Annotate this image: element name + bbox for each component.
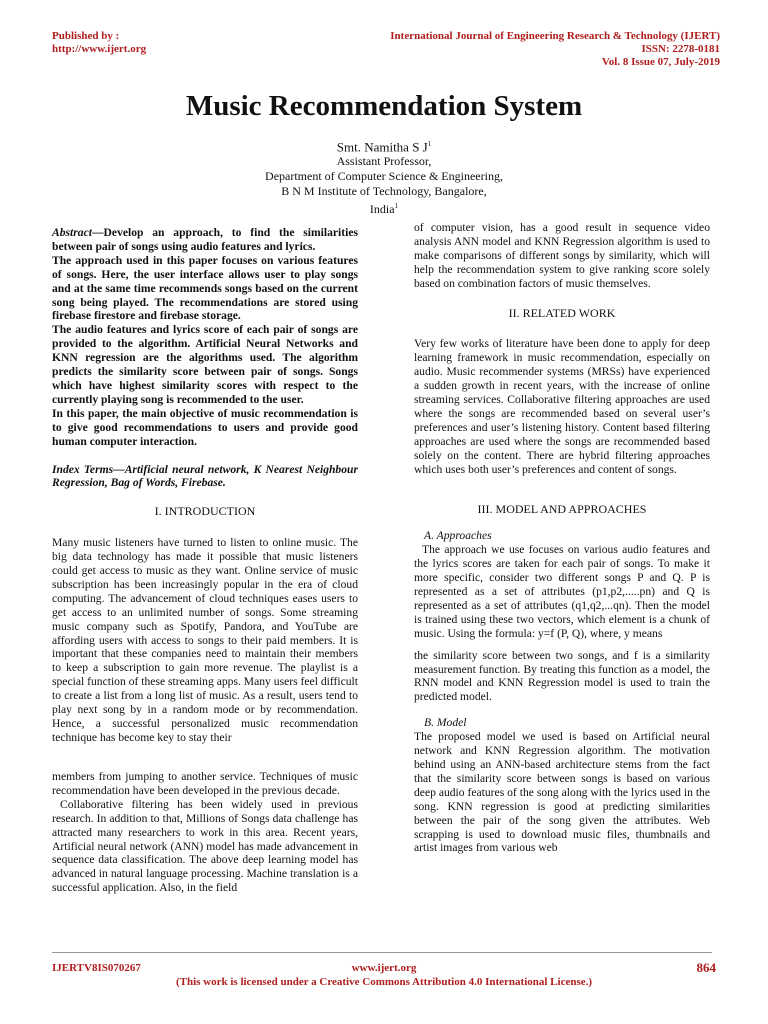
- model-p3: The proposed model we used is based on Artificial neural network and KNN Regression algorithm. The motivation behind using an ANN-based architecture stems from the fact that the similarity score between songs is based on various deep audio features of the song along with the lyrics used in the song. KNN regression is good at predicting similarities between the pair of the song given the attributes. Web scrapping is used to download music files, thumbnails and artist images from various web: [414, 730, 710, 855]
- footer-rule: [52, 952, 712, 953]
- author-country-sup: 1: [394, 202, 399, 211]
- model-p1: The approach we use focuses on various audio features and the lyrics scores are taken for each pair of songs. To make it more specific, consider two different songs P and Q. P is represented as a set of attributes (p1,p2,.....pn) and Q is represented as a set of attributes (q1,q2,...qn). Then the model is trained using these two vectors, which element is a chunk of music. Using the formula: y=f (P, Q), where, y means: [414, 543, 710, 640]
- abstract-p1: [52, 226, 358, 254]
- model-subheading: B. Model: [424, 716, 467, 730]
- abstract-p2: The approach used in this paper focuses on various features of songs. Here, the user interface allows user to play songs and at the same time recommends songs based on the current song being played. The recommendations are stored using firebase firestore and firebase storage.: [52, 253, 358, 323]
- journal-block: [390, 30, 720, 69]
- related-heading: II. RELATED WORK: [508, 305, 616, 320]
- paper-id: IJERTV8IS070267: [52, 962, 141, 974]
- volume-issue: Vol. 8 Issue 07, July-2019: [601, 56, 720, 68]
- related-p1: Very few works of literature have been done to apply for deep learning framework in music recommendation, especially on audio. Music recommender systems (MRSs) have experienced a sudden growth in recent years, with the increase of online streaming services. Collaborative filtering approaches are used where the songs are recommended based on several user’s preferences and user’s listening history. Content based filtering approaches are used where the songs are recommended based solely on the content. There are hybrid filtering approaches which uses both user’s preferences and content of songs.: [414, 337, 710, 476]
- abstract-p3: The audio features and lyrics score of each pair of songs are provided to the algorithm. Artificial Neural Networks and KNN regression are the algorithms used. The algorithm predicts the similarity score between pair of songs. Songs which have highest similarity scores with respect to the currently playing song is recommended to the user.: [52, 323, 358, 406]
- author-inst: B N M Institute of Technology, Bangalore,: [281, 184, 487, 199]
- intro-heading: I. INTRODUCTION: [154, 504, 256, 519]
- author-dept: Department of Computer Science & Engineering,: [265, 169, 503, 184]
- abstract-p4: In this paper, the main objective of music recommendation is to give good recommendations to users and provide good human computer interaction.: [52, 406, 358, 448]
- right-column: [414, 221, 710, 855]
- approaches-subheading: A. Approaches: [424, 529, 492, 543]
- index-terms: Index Terms—Artificial neural network, K Nearest Neighbour Regression, Bag of Words, Firebase.: [52, 462, 358, 490]
- page-number: 864: [696, 960, 716, 975]
- footer-url[interactable]: www.ijert.org: [351, 962, 417, 974]
- publisher-label: Published by :: [52, 30, 120, 42]
- author-name: Smt. Namitha S J: [336, 139, 428, 155]
- left-column-top: [52, 226, 358, 745]
- model-p2: the similarity score between two songs, and f is a similarity measurement function. By treating this function as a model, the RNN model and KNN Regression model is used to train the predicted model.: [414, 648, 710, 704]
- author-block: [0, 137, 768, 217]
- issn: ISSN: 2278-0181: [641, 43, 720, 55]
- intro-p4: of computer vision, has a good result in sequence video analysis ANN model and KNN Regression algorithm is used to make comparisons of different songs by similarity, which will help the recommendation system to give ranking score solely based on combination factors of music themselves.: [414, 221, 710, 290]
- author-country: India: [369, 202, 395, 217]
- model-heading: III. MODEL AND APPROACHES: [477, 501, 647, 516]
- author-role: Assistant Professor,: [336, 154, 432, 169]
- left-column-bottom: [52, 770, 358, 895]
- abstract-lead: Abstract: [52, 226, 92, 239]
- author-country-line: [0, 199, 768, 217]
- abstract: [52, 226, 358, 449]
- intro-p2: members from jumping to another service. Techniques of music recommendation have been developed in the previous decade.: [52, 770, 358, 797]
- author-sup: 1: [427, 140, 432, 148]
- journal-name: International Journal of Engineering Research & Technology (IJERT): [390, 30, 720, 42]
- license-note: (This work is licensed under a Creative Commons Attribution 4.0 International License.): [175, 976, 593, 988]
- paper-title: Music Recommendation System: [185, 90, 583, 122]
- abstract-p1-text: —Develop an approach, to find the similarities between pair of songs using audio features and lyrics.: [52, 226, 358, 253]
- publisher-block: [52, 30, 146, 56]
- intro-p3: Collaborative filtering has been widely used in previous research. In addition to that, Millions of Songs data challenge has attracted many researchers to work in this area. Recent years, Artificial neural network (ANN) model has made advancement in sequence data classification. The above deep learning model has advanced in natural language processing. Machine translation is a successful application. Also, in the field: [52, 797, 358, 895]
- author-name-line: [0, 137, 768, 154]
- publisher-url[interactable]: http://www.ijert.org: [52, 43, 147, 55]
- intro-p1: Many music listeners have turned to listen to online music. The big data technology has made it possible that music listeners could get access to music as they want. Online service of music subscription has been increasingly popular in the era of cloud computing. The advancement of cloud techniques eases users to get access to an unlimited number of songs. Some streaming music company such as Spotify, Pandora, and YouTube are affording users with access to songs to their paid members. It is important that these companies need to maintain their members to keep a subscription to gain more revenue. The playlist is a special function of these streaming apps. Many users feel difficult to create a list from a long list of music. As a result, users tend to play next song by in a random mode or by recommendation. Hence, a successful personalized music recommendation technique has become key to stay their: [52, 536, 358, 744]
